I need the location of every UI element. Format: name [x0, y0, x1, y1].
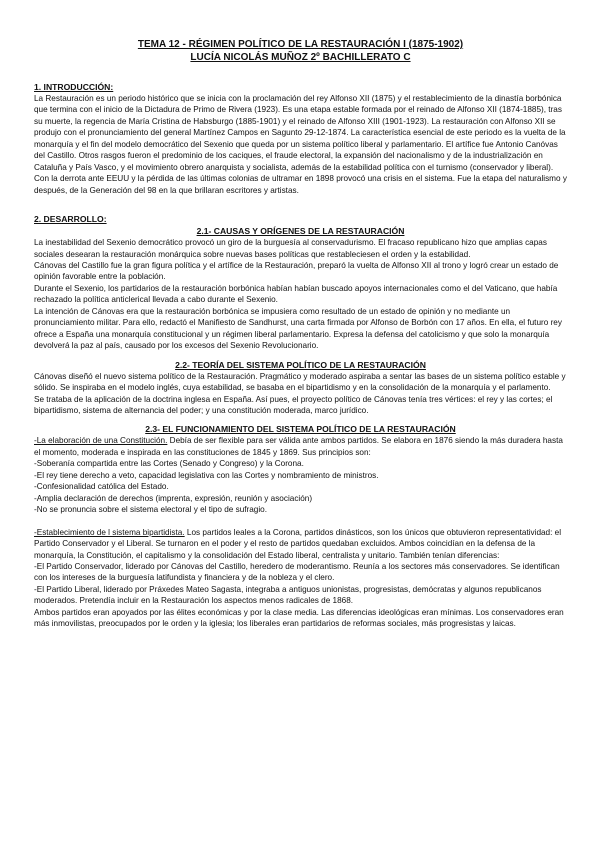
- s1-paragraph-3: Durante el Sexenio, los partidarios de la restauración borbónica habían habían buscado apoyos internacionales como el del Vaticano, que había rechazado la política anticlerical llevada a cabo durante el Sexenio.: [34, 283, 558, 305]
- constitution-item: -Confesionalidad católica del Estado.: [34, 482, 169, 492]
- section-2-1-heading: 2.1- CAUSAS Y ORÍGENES DE LA RESTAURACIÓN: [196, 226, 405, 237]
- section-2-3-heading: 2.3- EL FUNCIONAMIENTO DEL SISTEMA POLÍTICO DE LA RESTAURACIÓN: [145, 424, 456, 435]
- constitution-paragraph: [34, 435, 567, 458]
- s1-paragraph-2: Cánovas del Castillo fue la gran figura política y el artífice de la Restauración, preparó la vuelta de Alfonso XII al trono y logró crear un estado de opinión favorable entre la población.: [34, 260, 559, 282]
- s1-paragraph-4: La intención de Cánovas era que la restauración borbónica se impusiera como resultado de un estado de opinión y no mediante un pronunciamiento militar. Para ello, redactó el Manifiesto de Sandhurst, una carta firmada por Alfonso de Borbón con 17 años. En ella, el futuro rey ofrece a España una monarquía constitucional y un régimen liberal parlamentario. Expresa la defensa del catolicismo y que solo la monarquía devolverá la paz al país, causado por los excesos del Sexenio Revolucionario.: [34, 306, 562, 351]
- spacer: [34, 516, 567, 527]
- s1-paragraph-1: La inestabilidad del Sexenio democrático provocó un giro de la burguesía al conservadurismo. El fracaso republicano hizo que amplias capas sociales desearan la restauración monárquica sobre nuevas bases políticas que restableciesen el orden y la estabilidad.: [34, 238, 547, 259]
- bipartisan-lead: -Establecimiento de l sistema bipartidista.: [34, 527, 185, 537]
- party-item: -El Partido Liberal, liderado por Práxedes Mateo Sagasta, integraba a antiguos unionistas, progresistas, demócratas y algunos republicanos moderados. Pretendía incluir en la Restauración los aspectos menos radicales de 1868.: [34, 584, 542, 606]
- document-page: [34, 38, 567, 630]
- section-2-2-heading: 2.2- TEORÍA DEL SISTEMA POLÍTICO DE LA RESTAURACIÓN: [175, 359, 426, 370]
- constitution-text: Debía de ser flexible para ser válida ante ambos partidos. Se elabora en 1876 siendo la más duradera hasta el momento, moderada e inspirada en las constituciones de 1845 y 1869. Sus principios son:: [34, 436, 563, 457]
- intro-heading: 1. INTRODUCCIÓN:: [34, 82, 114, 92]
- party-item: Ambos partidos eran apoyados por las élites económicas y por la clase media. Las diferencias ideológicas eran mínimas. Los conservadores eran más inmovilistas, preocupados por le orden y la iglesia; los liberales eran partidarios de reformas sociales, más progresistas y laicas.: [34, 607, 564, 629]
- constitution-item: -El rey tiene derecho a veto, capacidad legislativa con las Cortes y nombramiento de ministros.: [34, 470, 379, 480]
- s2-paragraph-2: Se trataba de la aplicación de la doctrina inglesa en España. Así pues, el proyecto político de Cánovas tenía tres vértices: el rey y las cortes; el bipartidismo, sistema de alternancia del poder; y una constitución moderada, marco jurídico.: [34, 394, 553, 415]
- bipartisan-text: Los partidos leales a la Corona, partidos dinásticos, son los únicos que obtuvieron representatividad: el Partido Conservador y el Liberal. Se turnaron en el poder y el resto de partidos quedaban excluidos. Ambos coincidían en la defensa de la monarquía, la Constitución, el capitalismo y la consolidación del Estado liberal, centralista y unitario. También tenían diferencias:: [34, 527, 562, 560]
- constitution-item: -Soberanía compartida entre las Cortes (Senado y Congreso) y la Corona.: [34, 459, 304, 469]
- constitution-item: -Amplia declaración de derechos (imprenta, expresión, reunión y asociación): [34, 493, 313, 503]
- title-line-1: TEMA 12 - RÉGIMEN POLÍTICO DE LA RESTAURACIÓN I (1875-1902): [137, 39, 464, 50]
- intro-paragraph: La Restauración es un periodo histórico que se inicia con la proclamación del rey Alfonso XII (1875) y el restablecimiento de la dinastía borbónica que termina con el inicio de la Dictadura de Primo de Rivera (1923). Es una etapa estable formada por el reinado de Alfonso XII (1874-1885), tras su muerte, la regencia de María Cristina de Habsburgo (1885-1901) y el reinado de Alfonso XIII (1901-1923). La restauración con Alfonso XII se produjo con el pronunciamiento del general Martínez Campos en Sagunto 29-12-1874. La característica esencial de este periodo es la vuelta de la monarquía y el fin del modelo democrático del Sexenio que queda por un sistema político liberal y parlamentario. El artífice fue Antonio Canóvas del Castillo. Otros rasgos fueron el predominio de los caciques, el fraude electoral, la expansión del nacionalismo y de la industrialización en Cataluña y País Vasco, y el movimiento obrero anarquista y socialista, además de la estabilidad política con el turnismo (conservador y liberal). Con la derrota ante EEUU y la pérdida de las últimas colonias de ultramar en 1898 provocó una crisis en el sistema. Fue la etapa del naturalismo y después, de la Generación del 98 en la que brillaran escritores y artistas.: [34, 94, 567, 195]
- party-item: -El Partido Conservador, liderado por Cánovas del Castillo, heredero de moderantismo. Reunía a los sectores más conservadores. Se identifican con los intereses de la burguesía latifundista y financiera y de la nobleza y el clero.: [34, 561, 560, 583]
- bipartisan-paragraph: [34, 527, 567, 561]
- constitution-lead: -La elaboración de una Constitución.: [34, 436, 168, 446]
- s2-paragraph-1: Cánovas diseñó el nuevo sistema político de la Restauración. Pragmático y moderado aspiraba a sentar las bases de un sistema político estable y sólido. Se inspiraba en el modelo inglés, cuya estabilidad, se basaba en el bipartidismo y en la consolidación de la monarquía y el parlamento.: [34, 371, 566, 393]
- title-line-2: LUCÍA NICOLÁS MUÑOZ 2º BACHILLERATO C: [190, 52, 411, 63]
- constitution-item: -No se pronuncia sobre el sistema electoral y el tipo de sufragio.: [34, 505, 268, 515]
- document-title: [34, 38, 567, 64]
- desarrollo-heading: 2. DESARROLLO:: [34, 214, 107, 225]
